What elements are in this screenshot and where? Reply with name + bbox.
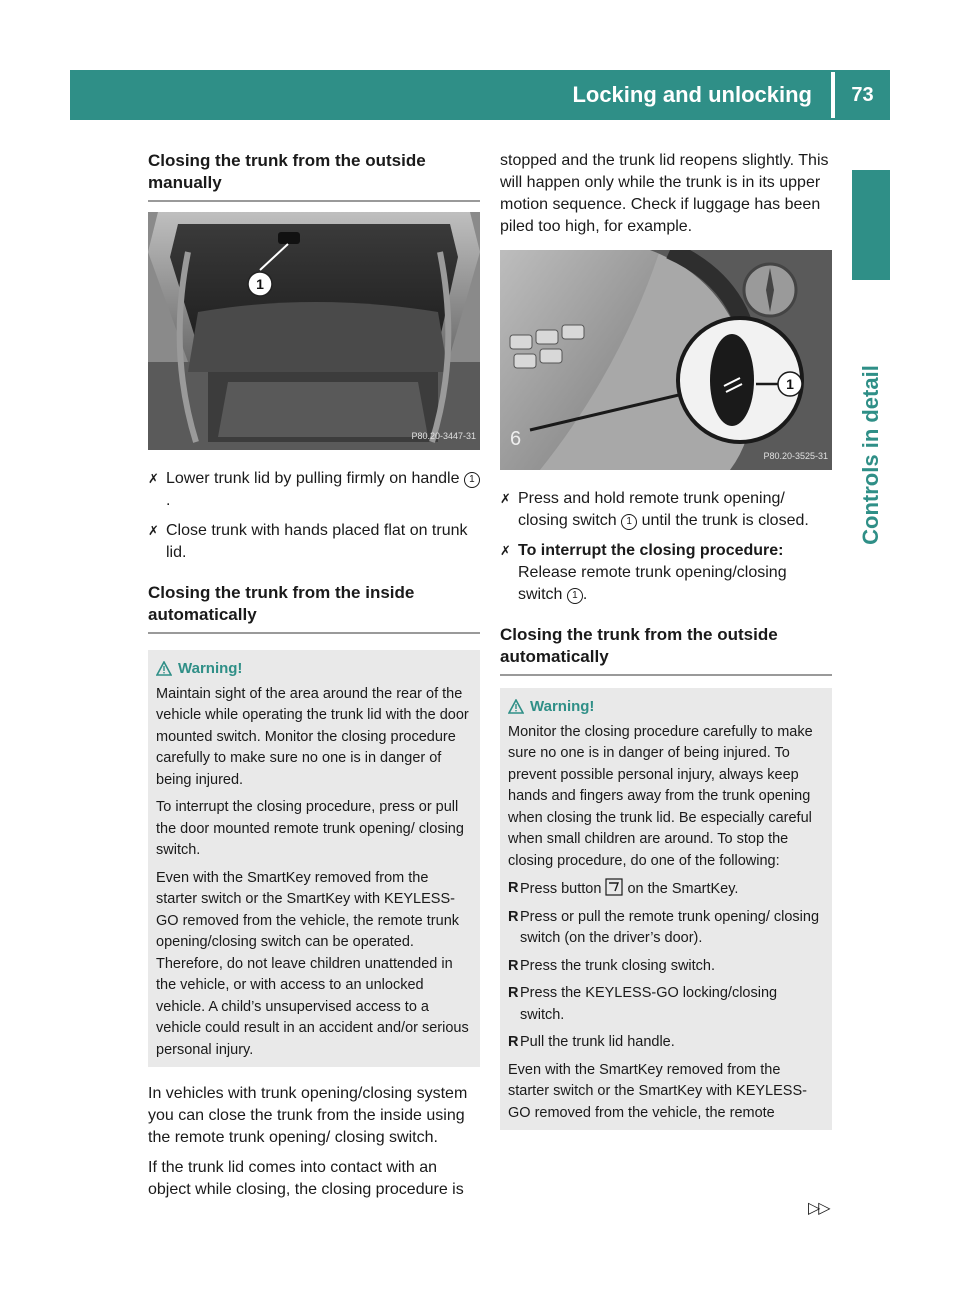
arrow-icon: ✗ [500, 543, 511, 558]
warning-paragraph: Monitor the closing procedure carefully to make sure no one is in danger of being injured. To prevent possible personal injury, always keep hands and fingers away from the trunk opening when closing the trunk lid. Be especially careful when small children are around. To stop the closing procedure, do one of the following: [508, 723, 813, 869]
arrow-icon: ✗ [148, 471, 159, 486]
page-header [70, 70, 890, 120]
section-title-outside-automatic: Closing the trunk from the outside automatically [500, 624, 832, 676]
warning-triangle-icon [156, 661, 172, 676]
side-tab-text: Controls in detail [858, 365, 883, 545]
callout-1-icon: 1 [567, 588, 583, 604]
page-number: 73 [851, 84, 874, 106]
arrow-icon: ✗ [148, 523, 159, 538]
continue-marker-icon: ▷▷ [808, 1200, 829, 1217]
instruction-step: ✗ Press and hold remote trunk opening/ closing switch 1 until the trunk is closed. [500, 490, 809, 529]
callout-1-icon: 1 [464, 472, 480, 488]
warning-bullet: R Press the KEYLESS-GO locking/closing switch. [508, 985, 778, 1023]
figure-door-switch [500, 250, 832, 470]
warning-heading: Warning! [156, 658, 472, 680]
warning-heading: Warning! [508, 696, 824, 718]
warning-box [148, 650, 480, 1067]
figure-code: P80.20-3447-31 [411, 431, 476, 441]
right-column [500, 150, 832, 1146]
arrow-icon: ✗ [500, 491, 511, 506]
warning-bullet: R Press button on the SmartKey. [508, 880, 739, 897]
figure-callout-1: 1 [786, 376, 794, 392]
section-title-inside-automatic: Closing the trunk from the inside automatically [148, 582, 480, 634]
trunk-key-icon [605, 878, 623, 896]
chapter-title: Locking and unlocking [572, 82, 812, 107]
warning-paragraph: Even with the SmartKey removed from the starter switch or the SmartKey with KEYLESS-GO removed from the vehicle, the remote trunk opening/closing switch can be operated. Therefore, do not leave children unattended in the vehicle, or with access to an unlocked vehicle. A child’s unsupervised access to a vehicle could result in an accident and/or serious personal injury. [156, 869, 469, 1058]
body-paragraph: stopped and the trunk lid reopens slightly. This will happen only while the trunk is in its upper motion sequence. Check if luggage has been piled too high, for example. [500, 152, 829, 235]
svg-text:6: 6 [510, 428, 522, 450]
figure-code: P80.20-3525-31 [763, 451, 828, 461]
warning-triangle-icon [508, 699, 524, 714]
side-tab-marker [852, 170, 890, 280]
warning-paragraph: Maintain sight of the area around the rear of the vehicle while operating the trunk lid with the door mounted switch. Monitor the closing procedure carefully to make sure no one is in danger of being injured. [156, 685, 469, 788]
warning-bullet: R Pull the trunk lid handle. [508, 1034, 675, 1050]
instruction-step: ✗ To interrupt the closing procedure: Release remote trunk opening/closing switch 1 . [500, 542, 787, 603]
body-paragraph: If the trunk lid comes into contact with an object while closing, the closing procedure is [148, 1159, 464, 1198]
warning-bullet: R Press or pull the remote trunk opening/ closing switch (on the driver’s door). [508, 908, 820, 946]
left-column [148, 150, 480, 1209]
door-switch-illustration [500, 250, 832, 470]
body-paragraph: In vehicles with trunk opening/closing system you can close the trunk from the inside using the remote trunk opening/ closing switch. [148, 1085, 468, 1146]
trunk-lid-illustration [148, 212, 480, 450]
figure-callout-1: 1 [256, 276, 264, 292]
warning-box [500, 688, 832, 1130]
instruction-step: ✗ Close trunk with hands placed flat on trunk lid. [148, 522, 468, 561]
warning-paragraph: To interrupt the closing procedure, press or pull the door mounted remote trunk opening/ closing switch. [156, 799, 464, 858]
side-tab-label [852, 290, 890, 620]
warning-bullet: R Press the trunk closing switch. [508, 957, 716, 974]
section-title-outside-manual: Closing the trunk from the outside manually [148, 150, 480, 202]
warning-paragraph: Even with the SmartKey removed from the starter switch or the SmartKey with KEYLESS-GO removed from the vehicle, the remote [508, 1061, 807, 1121]
instruction-step: ✗ Lower trunk lid by pulling firmly on handle 1. [148, 468, 480, 512]
callout-1-icon: 1 [621, 514, 637, 530]
figure-trunk-handle [148, 212, 480, 450]
